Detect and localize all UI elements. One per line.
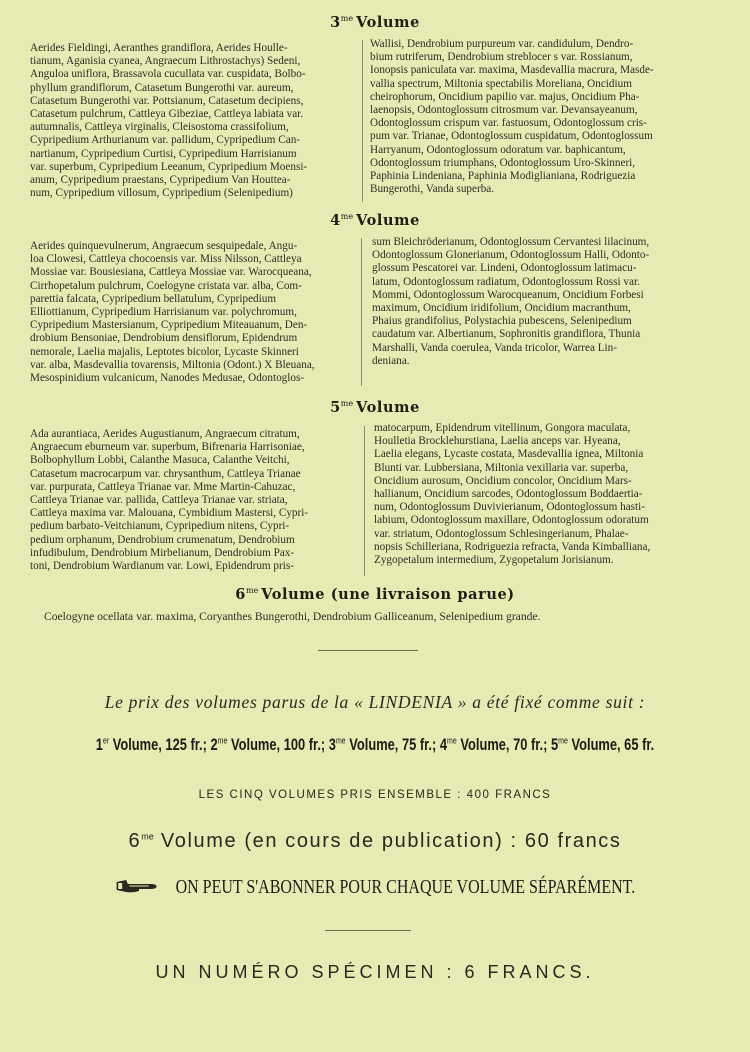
column-divider — [361, 238, 362, 386]
species-line: Phaius grandifolius, Polystachia pubescens, Selenipedium — [372, 315, 632, 328]
volume-3-title: $3^{me}$ Volume — [330, 14, 420, 31]
species-line: loa Clowesi, Cattleya chocoensis var. Miss Nilsson, Cattleya — [30, 253, 302, 266]
species-line: labium, Odontoglossum maxillare, Odontoglossum odoratum — [374, 514, 649, 527]
price-volume-5: $5^{me}$ Volume, 65 fr. — [550, 735, 655, 754]
species-line: pum var. Trianae, Odontoglossum cuspidatum, Odontoglossum — [370, 130, 653, 143]
species-line: drobium Bensoniae, Dendrobium densiflorum, Epidendrum — [30, 332, 298, 345]
column-divider — [364, 426, 365, 576]
price-volume-2: $2^{me}$ Volume, 100 fr.; — [210, 735, 326, 754]
volume-prices — [83, 735, 668, 755]
species-line: toni, Dendrobium Wardianum var. Lowi, Epidendrum pris- — [30, 560, 294, 573]
species-line: matocarpum, Epidendrum vitellinum, Gongora maculata, — [374, 422, 631, 434]
species-line: pedium orphanum, Dendrobium crumenatum, Dendrobium — [30, 533, 295, 546]
species-line: maximum, Oncidium iridifolium, Oncidium macranthum, — [372, 302, 631, 315]
species-line: Harryanum, Odontoglossum odoratum var. baphicantum, — [370, 143, 626, 156]
species-line: Cypripedium Arthurianum var. pallidum, Cypripedium Can- — [30, 134, 301, 147]
price-volume-4: $4^{me}$ Volume, 70 fr.; — [439, 735, 548, 754]
species-line: num, Cypripedium villosum, Cypripedium (Selenipedium) — [30, 187, 293, 200]
species-line: pedium barbato-Veitchianum, Cypripedium nitens, Cypri- — [30, 520, 290, 533]
separator-rule — [318, 650, 418, 651]
price-volume-3: $3^{me}$ Volume, 75 fr.; — [328, 735, 437, 754]
species-line: phyllum grandiflorum, Catasetum Bungerothi var. aureum, — [30, 81, 294, 94]
species-line: vallia spectrum, Miltonia spectabilis Moreliana, Oncidium — [370, 77, 632, 90]
species-line: Paphinia Lindeniana, Paphinia Modiglianiana, Rodriguezia — [370, 170, 636, 183]
species-line: nopsis Schilleriana, Rodriguezia refracta, Vanda Kimballiana, — [374, 540, 651, 553]
price-intro: Le prix des volumes parus de la « LINDENIA » a été fixé comme suit : — [104, 692, 646, 712]
separator-rule — [325, 930, 411, 931]
species-line: Zygopetalum intermedium, Zygopetalum Jorisianum. — [374, 554, 614, 567]
species-line: bium rutriferum, Dendrobium streblocer s var. Rossianum, — [370, 51, 633, 64]
species-line: Aerides Fieldingi, Aeranthes grandiflora, Aerides Houlle- — [30, 42, 288, 54]
volume-4-left-column — [30, 240, 353, 385]
species-line: deniana. — [372, 354, 410, 367]
volume-5-right-column — [374, 422, 712, 567]
species-line: Catasetum pulchrum, Cattleya Gibeziae, Cattleya labiata var. — [30, 108, 304, 121]
species-line: Cirrhopetalum pulchrum, Coelogyne cristata var. alba, Com- — [30, 279, 302, 292]
species-line: nartianum, Cypripedium Curtisi, Cypripedium Harrisianum — [30, 147, 297, 160]
species-line: Elliottianum, Cypripedium Harrisianum var. polychromum, — [30, 306, 297, 319]
species-line: Laelia elegans, Lycaste costata, Masdevallia ignea, Miltonia — [374, 448, 644, 461]
species-line: Mesospinidium vulcanicum, Nanodes Medusae, Odontoglos- — [30, 372, 305, 385]
volume-4-right-column — [372, 236, 710, 368]
five-volumes-price: LES CINQ VOLUMES PRIS ENSEMBLE : 400 FRANCS — [198, 789, 552, 801]
species-line: Cypripedium Mastersianum, Cypripedium Miteauanum, Den- — [30, 319, 308, 332]
species-line: latum, Odontoglossum radiatum, Odontoglossum Rossi var. — [372, 275, 640, 288]
volume-3-right-column — [370, 38, 710, 196]
species-line: Mossiae var. Bousiesiana, Cattleya Mossiae var. Warocqueana, — [30, 266, 312, 279]
species-line: Odontoglossum Glonerianum, Odontoglossum Halli, Odonto- — [372, 249, 650, 262]
price-volume-1: 1er Volume, 125 fr.; — [95, 735, 207, 754]
species-line: var. striatum, Odontoglossum Schlesingerianum, Phalae- — [374, 527, 629, 540]
species-line: var. superbum, Cypripedium Leeanum, Cypripedium Moensi- — [30, 160, 308, 173]
species-line: Cattleya Trianae var. pallida, Cattleya Trianae var. striata, — [30, 494, 288, 507]
species-line: Blunti var. Lubbersiana, Miltonia vexillaria var. superba, — [374, 461, 629, 474]
volume-5-title: $5^{me}$ Volume — [330, 399, 420, 416]
species-line: Odontoglossum crispum var. fastuosum, Odontoglossum cris- — [370, 117, 647, 130]
species-line: var. alba, Masdevallia tovarensis, Miltonia (Odont.) X Bleuana, — [30, 358, 315, 371]
species-line: nemorale, Laelia majalis, Leptotes bicolor, Lycaste Skinneri — [30, 345, 299, 358]
volume-6-contents: Coelogyne ocellata var. maxima, Coryanthes Bungerothi, Dendrobium Galliceanum, Selenipedium grande. — [44, 610, 541, 623]
species-line: var. purpurata, Cattleya Trianae var. Mme Martin-Cahuzac, — [30, 480, 296, 493]
specimen-price: UN NUMÉRO SPÉCIMEN : 6 FRANCS. — [155, 962, 595, 982]
species-line: Mommi, Odontoglossum Warocqueanum, Oncidium Forbesi — [372, 288, 644, 301]
species-line: cheirophorum, Oncidium papilio var. majus, Oncidium Pha- — [370, 90, 640, 103]
pointing-hand-icon — [115, 877, 165, 900]
species-line: Ada aurantiaca, Aerides Augustianum, Angraecum citratum, — [30, 428, 300, 440]
species-line: num, Odontoglossum Duvivierianum, Odontoglossum hasti- — [374, 501, 645, 514]
species-line: Ionopsis paniculata var. maxima, Masdevallia macrura, Masde- — [370, 64, 654, 77]
species-line: tianum, Aganisia cyanea, Angraecum Lithrostachys) Sedeni, — [30, 55, 301, 68]
species-line: laenopsis, Odontoglossum citrosmum var. Devansayeanum, — [370, 104, 638, 117]
species-line: hallianum, Oncidium sarcodes, Odontoglossum Boddaertia- — [374, 488, 643, 501]
species-line: parettia falcata, Cypripedium bellatulum, Cypripedium — [30, 292, 277, 305]
species-line: anum, Cypripedium praestans, Cypripedium Van Houttea- — [30, 174, 291, 187]
volume-6-price: $6^{me}$ Volume (en cours de publication) : 60 francs — [128, 830, 622, 852]
species-line: Marshalli, Vanda coerulea, Vanda tricolor, Warrea Lin- — [372, 341, 617, 354]
volume-4-title: $4^{me}$ Volume — [330, 212, 420, 229]
species-line: Houlletia Brocklehurstiana, Laelia anceps var. Hyeana, — [374, 435, 621, 448]
species-line: sum Bleichröderianum, Odontoglossum Cervantesi lilacinum, — [372, 236, 650, 248]
species-line: Angraecum eburneum var. superbum, Bifrenaria Harrisoniae, — [30, 441, 305, 454]
species-line: Catasetum Bungerothi var. Pottsianum, Catasetum decipiens, — [30, 94, 304, 107]
volume-5-left-column — [30, 428, 356, 573]
species-line: autumnalis, Cattleya virginalis, Cleisostoma crassifolium, — [30, 121, 289, 134]
species-line: Odontoglossum triumphans, Odontoglossum Uro-Skinneri, — [370, 156, 636, 169]
species-line: Cattleya maxima var. Malouana, Cymbidium Mastersi, Cypri- — [30, 507, 309, 520]
species-line: Aerides quinquevulnerum, Angraecum sesquipedale, Angu- — [30, 240, 298, 252]
species-line: Oncidium aurosum, Oncidium concolor, Oncidium Mars- — [374, 474, 632, 487]
species-line: Bungerothi, Vanda superba. — [370, 183, 495, 196]
species-line: caudatum var. Albertianum, Sophronitis grandiflora, Thunia — [372, 328, 641, 341]
species-line: glossum Pescatorei var. Lindeni, Odontoglossum latimacu- — [372, 262, 637, 275]
species-line: infudibulum, Dendrobium Mirbelianum, Dendrobium Pax- — [30, 546, 295, 559]
volume-3-left-column — [30, 42, 353, 200]
species-line: Bolbophyllum Lobbi, Calanthe Masuca, Calanthe Veitchi, — [30, 454, 290, 467]
species-line: Wallisi, Dendrobium purpureum var. candidulum, Dendro- — [370, 38, 634, 50]
species-line: Catasetum macrocarpum var. chrysanthum, Cattleya Trianae — [30, 467, 301, 480]
species-line: Anguloa uniflora, Brassavola cucullata var. cuspidata, Bolbo- — [30, 68, 306, 81]
column-divider — [362, 40, 363, 202]
volume-6-title: $6^{me}$ Volume (une livraison parue) — [235, 586, 515, 603]
subscription-notice: ON PEUT S'ABONNER POUR CHAQUE VOLUME SÉPARÉMENT. — [75, 876, 675, 900]
